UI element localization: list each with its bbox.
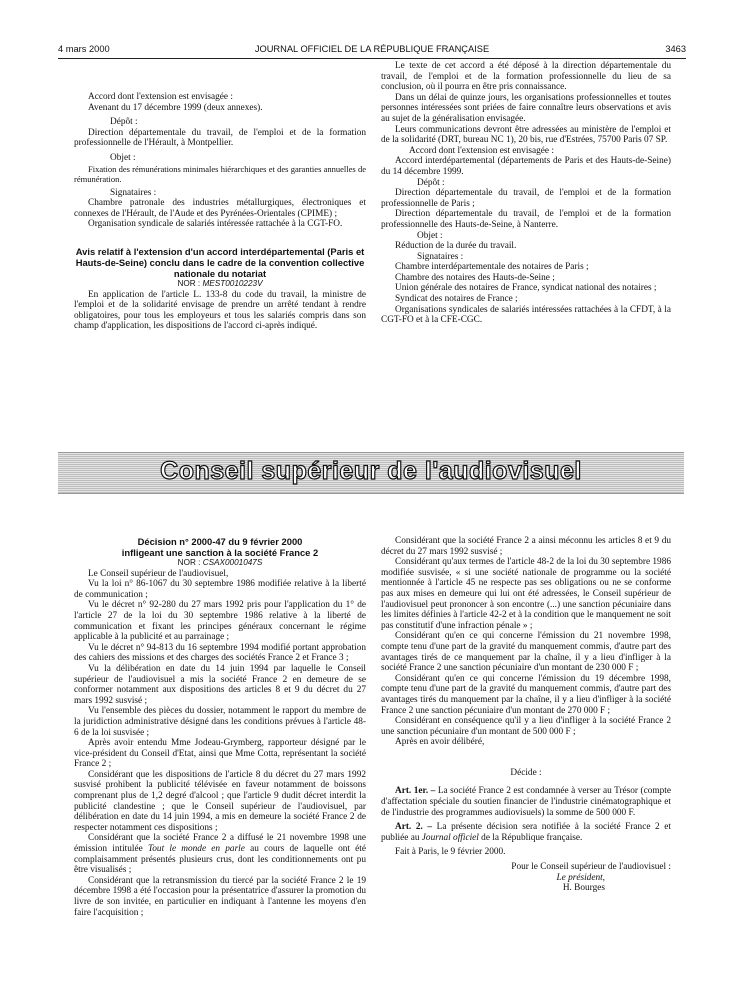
- paragraph: Vu le décret n° 94-813 du 16 septembre 1994 modifié portant approbation des cahiers des missions et des charges des sociétés France 2 et France 3 ;: [74, 642, 366, 664]
- signature-line: Pour le Conseil supérieur de l'audiovisuel :: [511, 862, 671, 873]
- paragraph: Fixation des rémunérations minimales hiérarchiques et des garanties annuelles de rémunération.: [74, 163, 366, 184]
- paragraph: [74, 833, 366, 875]
- paragraph: Direction départementale du travail, de l'emploi et de la formation professionnelle de Paris ;: [381, 188, 671, 209]
- section-label: Accord dont l'extension est envisagée :: [409, 145, 554, 156]
- header-date: 4 mars 2000: [58, 44, 110, 54]
- paragraph: Chambre patronale des industries métallurgiques, électroniques et connexes de l'Hérault, de l'Aude et des Pyrénées-Orientales (CPIME) ;: [74, 198, 366, 219]
- paragraph: Considérant que la société France 2 a ainsi méconnu les articles 8 et 9 du décret du 27 mars 1992 susvisé ;: [381, 536, 671, 557]
- section-label: Signataires :: [110, 187, 157, 198]
- paragraph: Vu l'ensemble des pièces du dossier, notamment le rapport du membre de la juridiction administrative désigné dans les conditions prévues à l'article 48-6 de la loi susvisée ;: [74, 706, 366, 738]
- paragraph: Avenant du 17 décembre 1999 (deux annexes).: [88, 102, 263, 113]
- banner-title: Conseil supérieur de l'audiovisuel: [160, 457, 582, 485]
- bottom-right-column: [381, 536, 671, 894]
- nor-reference: [74, 558, 366, 569]
- decide-heading: Décide :: [510, 767, 542, 778]
- header-journal-title: JOURNAL OFFICIEL DE LA RÉPUBLIQUE FRANÇAISE: [254, 44, 490, 54]
- date-place: Fait à Paris, le 9 février 2000.: [395, 847, 506, 858]
- header-page-number: 3463: [665, 44, 686, 54]
- decision-title: Décision n° 2000-47 du 9 février 2000: [137, 536, 303, 547]
- paragraph: Organisation syndicale de salariés intéressée rattachée à la CGT-FO.: [88, 219, 343, 230]
- section-label: Signataires :: [417, 251, 464, 262]
- text-run: La société France 2 est condamnée à verser au Trésor (compte d'affectation spéciale du soutien financier de l'industrie cinématographique et de l'industrie des programmes audiovisuels) la somme de 500 000 F.: [381, 786, 671, 818]
- paragraph: Vu la délibération en date du 14 juin 1994 par laquelle le Conseil supérieur de l'audiovisuel a mis la société France 2 en demeure de se conformer notamment aux dispositions des articles 8 et 9 du décret du 27 mars 1992 susvisé ;: [74, 663, 366, 706]
- paragraph: Dans un délai de quinze jours, les organisations professionnelles et toutes personnes intéressées sont priées de faire connaître leurs observations et avis au sujet de la généralisation envisagée.: [381, 92, 671, 124]
- section-label: Objet :: [417, 230, 443, 241]
- paragraph: Accord interdépartemental (départements de Paris et des Hauts-de-Seine) du 14 décembre 1999.: [381, 156, 671, 177]
- paragraph: Chambre des notaires des Hauts-de-Seine ;: [395, 272, 555, 283]
- paragraph: Leurs communications devront être adressées au ministère de l'emploi et de la solidarité (DRT, bureau NC 1), 20 bis, rue d'Estrées, 75700 Paris 07 SP.: [381, 124, 671, 146]
- paragraph: Direction départementale du travail, de l'emploi et de la formation professionnelle de l'Hérault, à Montpellier.: [74, 127, 366, 149]
- section-label: Dépôt :: [417, 177, 445, 188]
- paragraph: Considérant que les dispositions de l'article 8 du décret du 27 mars 1992 susvisé prohibent la publicité télévisée en faveur notamment de boissons comprenant plus de 1,2 degré d'alcool ; que l'article 9 dudit décret interdit la publicité clandestine ; que le Conseil supérieur de l'audiovisuel, par délibération en date du 14 juin 1994, a mis en demeure la société France 2 de respecter notamment ces dispositions ;: [74, 769, 366, 833]
- page-header: [58, 42, 686, 59]
- paragraph: Après avoir entendu Mme Jodeau-Grymberg, rapporteur désigné par le vice-président du Conseil d'Etat, ainsi que Mme Cotta, représentant la société France 2 ;: [74, 738, 366, 770]
- article-2: [381, 822, 671, 843]
- avis-title: Avis relatif à l'extension d'un accord interdépartemental (Paris et Hauts-de-Seine) conclu dans le cadre de la convention collective nationale du notariat: [75, 245, 365, 279]
- signatory: H. Bourges: [562, 883, 605, 894]
- paragraph: Direction départementale du travail, de l'emploi et de la formation professionnelle des Hauts-de-Seine, à Nanterre.: [381, 209, 671, 230]
- nor-code: CSAX0001047S: [202, 558, 263, 567]
- nor-code: MEST0010223V: [202, 278, 263, 288]
- signature-title: [381, 873, 671, 884]
- text-run: La présente décision sera notifiée à la société France 2 et publiée au: [381, 822, 672, 843]
- paragraph: Le texte de cet accord a été déposé à la direction départementale du travail, de l'emploi et de la formation professionnelle du lieu de sa conclusion, où il pourra en être pris connaissance.: [381, 61, 671, 93]
- paragraph: Le Conseil supérieur de l'audiovisuel,: [88, 568, 229, 579]
- section-label: Objet :: [110, 152, 136, 163]
- paragraph: Organisations syndicales de salariés intéressées rattachées à la CFDT, à la CGT-FO et à la CFE-CGC.: [381, 304, 671, 326]
- text-run: de la République française.: [478, 832, 583, 843]
- paragraph: En application de l'article L. 133-8 du code du travail, la ministre de l'emploi et de la solidarité envisage de prendre un arrêté tendant à rendre obligatoires, pour tous les employeurs et tous les salariés compris dans son champ d'application, les dispositions de l'accord ci-après indiqué.: [74, 289, 366, 332]
- programme-title: Tout le monde en parle: [147, 844, 245, 855]
- paragraph: Union générale des notaires de France, syndicat national des notaires ;: [395, 283, 657, 294]
- nor-reference: [74, 279, 366, 290]
- president-label: Le président,: [556, 872, 605, 883]
- article-label: Art. 2. –: [395, 822, 433, 833]
- text-run: au cours de laquelle ont été complaisamment présentés plusieurs crus, dont les conditionnements ont pu être visualisés ;: [74, 844, 367, 876]
- journal-name: Journal officiel: [421, 832, 479, 843]
- top-left-column: [74, 92, 366, 332]
- paragraph: Considérant qu'en ce qui concerne l'émission du 19 décembre 1998, compte tenu d'une part de la gravité du manquement commis, d'autre part des avantages tirés du manquement par la chaîne, il y a lieu d'infliger à la société France 2 une sanction pécuniaire d'un montant de 270 000 F ;: [381, 673, 671, 716]
- decision-subtitle: infligeant une sanction à la société France 2: [121, 547, 319, 558]
- bottom-left-column: [74, 536, 366, 918]
- paragraph: Chambre interdépartementale des notaires de Paris ;: [395, 262, 589, 273]
- paragraph: Considérant que la retransmission du tiercé par la société France 2 le 19 décembre 1998 a été l'occasion pour la présentatrice d'assurer la promotion du livre de son invitée, en particulier en indiquant à l'antenne les moyens d'en faire l'acquisition ;: [74, 875, 366, 918]
- paragraph: Considérant en conséquence qu'il y a lieu d'infliger à la société France 2 une sanction pécuniaire d'un montant de 500 000 F ;: [381, 716, 671, 737]
- paragraph: Syndicat des notaires de France ;: [395, 294, 518, 305]
- article-label: Art. 1er. –: [395, 786, 436, 797]
- text-run: Considérant que la société France 2 a diffusé le 21 novembre 1998 une émission intitulée: [74, 833, 366, 855]
- paragraph: Vu la loi n° 86-1067 du 30 septembre 1986 modifiée relative à la liberté de communication ;: [74, 579, 366, 600]
- nor-label: NOR :: [177, 278, 201, 288]
- article-1: [381, 786, 671, 818]
- paragraph: Considérant qu'en ce qui concerne l'émission du 21 novembre 1998, compte tenu d'une part de la gravité du manquement commis, d'autre part des avantages tirés de ce manquement par la chaîne, il y a lieu d'infliger à la société France 2 une sanction pécuniaire d'un montant de 230 000 F ;: [381, 631, 671, 674]
- signature-name: [381, 883, 671, 894]
- paragraph: Vu le décret n° 92-280 du 27 mars 1992 pris pour l'application du 1° de l'article 27 de la loi du 30 septembre 1986 relative à la liberté de communication et fixant les principes généraux concernant le régime applicable à la publicité et au parrainage ;: [74, 600, 366, 643]
- paragraph: Considérant qu'aux termes de l'article 48-2 de la loi du 30 septembre 1986 modifiée susvisée, « si une société nationale de programme ou la société mentionnée à l'article 45 ne respecte pas ses obligations ou ne se conforme pas aux mises en demeure qui lui ont été adressées, le Conseil supérieur de l'audiovisuel peut prononcer à son encontre (...) une sanction pécuniaire dans les limites définies à l'article 42-2 et à la condition que le manquement ne soit pas constitutif d'une infraction pénale » ;: [381, 557, 671, 631]
- nor-label: NOR :: [177, 558, 201, 567]
- paragraph: Après en avoir délibéré,: [395, 737, 485, 748]
- section-label: Dépôt :: [110, 117, 138, 128]
- section-banner: [58, 452, 684, 494]
- top-right-column: [381, 61, 671, 326]
- paragraph: Accord dont l'extension est envisagée :: [88, 92, 233, 102]
- paragraph: Réduction de la durée du travail.: [395, 241, 517, 252]
